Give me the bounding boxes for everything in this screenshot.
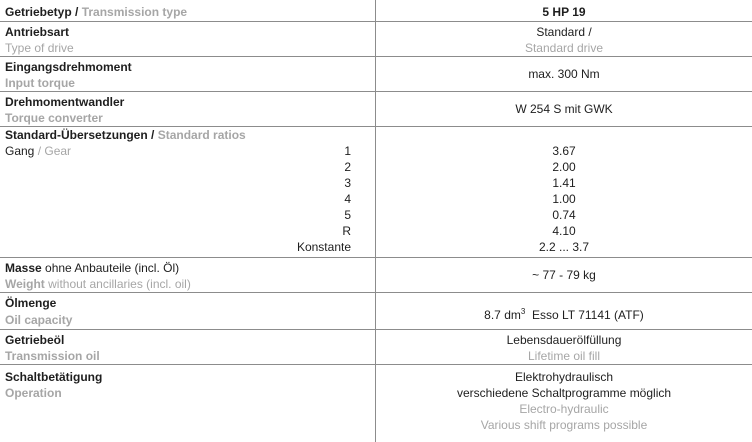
row-transmission-type — [0, 0, 752, 22]
drive-label-en: Type of drive — [5, 41, 74, 55]
operation-value-en-1: Electro-hydraulic — [519, 402, 609, 416]
torque-value: max. 300 Nm — [528, 67, 600, 81]
mass-label-en: Weight without ancillaries (incl. oil) — [5, 277, 191, 291]
oil-capacity-value: 8.7 $dm^3$ Esso LT 71141 (ATF) — [484, 307, 644, 322]
operation-label-en: Operation — [5, 386, 62, 400]
row-input-torque — [0, 57, 752, 92]
row-mass — [0, 258, 752, 293]
oil-label-en: Transmission oil — [5, 349, 100, 363]
gear-label: Gang / Gear — [5, 144, 72, 158]
ratio-value: 4.10 — [552, 224, 576, 238]
row-operation — [0, 365, 752, 442]
gear-key: R — [342, 224, 351, 238]
torque-label-en: Input torque — [5, 76, 75, 90]
operation-value-en-2: Various shift programs possible — [480, 418, 648, 432]
ratio-value: 1.00 — [552, 192, 576, 206]
gear-key: 5 — [344, 208, 351, 222]
gear-key: 1 — [344, 144, 351, 158]
oil-value-de: Lebensdauerölfüllung — [506, 333, 622, 347]
row-type-of-drive — [0, 22, 752, 57]
ratios-label: Standard-Übersetzungen / Standard ratios — [5, 128, 246, 142]
operation-value-de-2: verschiedene Schaltprogramme möglich — [456, 386, 672, 400]
row-standard-ratios — [0, 127, 752, 258]
ratio-value: 2.00 — [552, 160, 576, 174]
row-transmission-oil — [0, 330, 752, 365]
torque-label-de: Eingangsdrehmoment — [5, 60, 132, 74]
operation-label-de: Schaltbetätigung — [5, 370, 103, 384]
gear-key: 4 — [344, 192, 351, 206]
oil-label-de: Getriebeöl — [5, 333, 65, 347]
row-oil-capacity — [0, 293, 752, 330]
ratio-value: 2.2 ... 3.7 — [538, 240, 590, 254]
converter-label-de: Drehmomentwandler — [5, 95, 125, 109]
drive-label-de: Antriebsart — [5, 25, 70, 39]
operation-value-de-1: Elektrohydraulisch — [514, 370, 614, 384]
converter-value: W 254 S mit GWK — [515, 102, 613, 116]
drive-value-de: Standard / — [536, 25, 592, 39]
transmission-type-label: Getriebetyp / Transmission type — [5, 5, 188, 19]
gear-key: 3 — [344, 176, 351, 190]
row-torque-converter — [0, 92, 752, 127]
ratio-value: 1.41 — [552, 176, 576, 190]
transmission-type-value: 5 HP 19 — [542, 5, 586, 19]
oil-capacity-label-de: Ölmenge — [5, 296, 57, 310]
drive-value-en: Standard drive — [524, 41, 604, 55]
mass-value: ~ 77 - 79 kg — [532, 268, 596, 282]
oil-capacity-label-en: Oil capacity — [5, 313, 73, 327]
gear-key: Konstante — [296, 240, 351, 254]
oil-value-en: Lifetime oil fill — [527, 349, 601, 363]
ratio-value: 3.67 — [552, 144, 576, 158]
mass-label-de: Masse ohne Anbauteile (incl. Öl) — [5, 261, 180, 275]
gear-key: 2 — [344, 160, 351, 174]
converter-label-en: Torque converter — [5, 111, 103, 125]
ratio-value: 0.74 — [552, 208, 576, 222]
